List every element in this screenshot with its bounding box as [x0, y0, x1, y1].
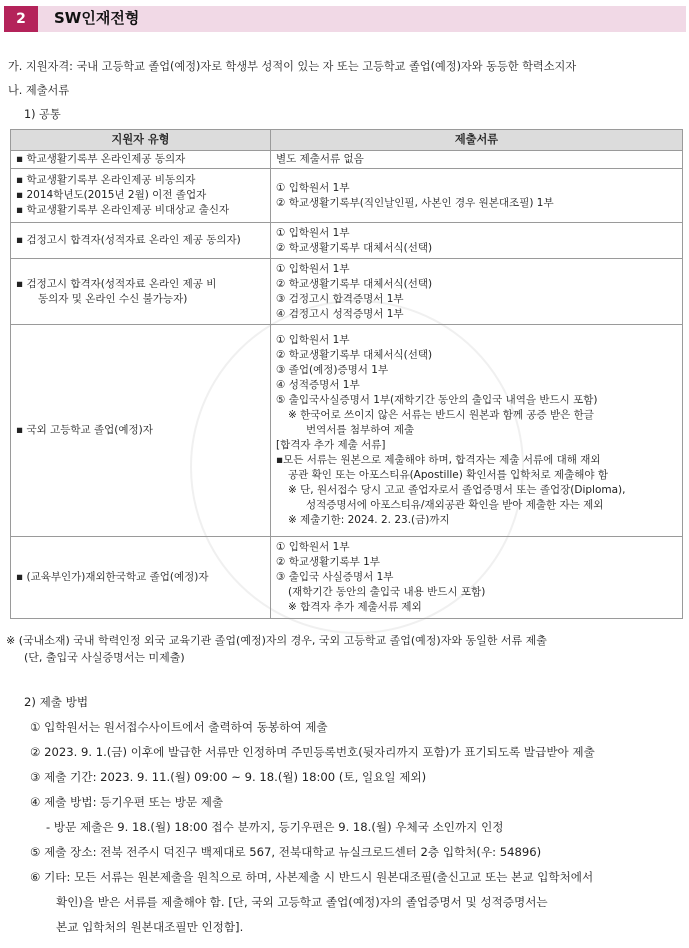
- submission-item: ① 입학원서는 원서접수사이트에서 출력하여 동봉하여 제출: [30, 720, 328, 734]
- footnote: [6, 632, 684, 666]
- table-row: [11, 169, 683, 223]
- document-note: ▪모든 서류는 원본으로 제출해야 하며, 합격자는 제출 서류에 대해 재외: [276, 454, 601, 466]
- document-item: ③ 졸업(예정)증명서 1부: [276, 364, 389, 376]
- applicant-type: ▪ 국외 고등학교 졸업(예정)자: [16, 423, 265, 438]
- applicant-type-continued: 동의자 및 온라인 수신 불가능자): [38, 292, 188, 305]
- document-note: ※ 합격자 추가 제출서류 제외: [288, 601, 422, 613]
- applicant-type: ▪ 검정고시 합격자(성적자료 온라인 제공 비: [16, 277, 265, 292]
- table-row: [11, 151, 683, 169]
- document-item: ② 학교생활기록부(직인날인필, 사본인 경우 원본대조필) 1부: [276, 196, 554, 209]
- common-heading: 1) 공통: [24, 108, 61, 121]
- documents-heading: 나. 제출서류: [8, 84, 70, 97]
- document-item: ③ 출입국 사실증명서 1부: [276, 571, 394, 583]
- document-note: (재학기간 동안의 출입국 내용 반드시 포함): [288, 586, 486, 598]
- table-row: [11, 537, 683, 619]
- table-row: [11, 259, 683, 325]
- document-note: 공관 확인 또는 아포스티유(Apostille) 확인서를 입학처로 제출해야 함: [288, 469, 609, 481]
- column-header-documents: 제출서류: [271, 130, 683, 151]
- submission-item-continued: 확인)을 받은 서류를 제출해야 함. [단, 국외 고등학교 졸업(예정)자의 졸업증명서 및 성적증명서는: [56, 895, 548, 909]
- document-item: ⑤ 출입국사실증명서 1부(재학기간 동안의 출입국 내역을 반드시 포함): [276, 394, 598, 406]
- footnote-line: ※ (국내소재) 국내 학력인정 외국 교육기관 졸업(예정)자의 경우, 국외 고등학교 졸업(예정)자와 동일한 서류 제출: [6, 634, 547, 647]
- document-item: ② 학교생활기록부 대체서식(선택): [276, 277, 433, 290]
- document-item: ① 입학원서 1부: [276, 226, 350, 239]
- qualification-text: 가. 지원자격: 국내 고등학교 졸업(예정)자로 학생부 성적이 있는 자 또는 고등학교 졸업(예정)자와 동등한 학력소지자: [8, 60, 577, 73]
- document-note: ※ 단, 원서접수 당시 고교 졸업자로서 졸업증명서 또는 졸업장(Diploma),: [288, 484, 626, 496]
- document-item: ④ 검정고시 성적증명서 1부: [276, 307, 404, 320]
- applicant-type: ▪ 학교생활기록부 온라인제공 동의자: [16, 152, 265, 167]
- table-row: [11, 325, 683, 537]
- footnote-line: (단, 출입국 사실증명서는 미제출): [24, 651, 185, 664]
- document-item: 별도 제출서류 없음: [276, 153, 364, 165]
- document-subheading: [합격자 추가 제출 서류]: [276, 439, 386, 451]
- applicant-type: ▪ 검정고시 합격자(성적자료 온라인 제공 동의자): [16, 233, 265, 248]
- submission-item: ③ 제출 기간: 2023. 9. 11.(월) 09:00 ~ 9. 18.(월) 18:00 (토, 일요일 제외): [30, 770, 427, 784]
- section-number: 2: [4, 6, 38, 32]
- section-title: SW인재전형: [54, 9, 140, 28]
- documents-table: [10, 129, 683, 619]
- document-item: ④ 성적증명서 1부: [276, 379, 360, 391]
- document-item: ② 학교생활기록부 대체서식(선택): [276, 241, 433, 254]
- submission-item: ⑥ 기타: 모든 서류는 원본제출을 원칙으로 하며, 사본제출 시 반드시 원본대조필(출신고교 또는 본교 입학처에서: [30, 870, 594, 884]
- table-row: [11, 223, 683, 259]
- applicant-type: ▪ 학교생활기록부 온라인제공 비대상교 출신자: [16, 203, 265, 218]
- applicant-type: ▪ (교육부인가)재외한국학교 졸업(예정)자: [16, 570, 265, 585]
- document-item: ① 입학원서 1부: [276, 334, 350, 346]
- document-note: 성적증명서에 아포스티유/재외공관 확인을 받아 제출한 자는 제외: [306, 499, 604, 511]
- document-item: ① 입학원서 1부: [276, 181, 350, 194]
- submission-item: ② 2023. 9. 1.(금) 이후에 발급한 서류만 인정하며 주민등록번호(뒷자리까지 포함)가 표기되도록 발급받아 제출: [30, 745, 595, 759]
- document-item: ① 입학원서 1부: [276, 262, 350, 275]
- section-header: [4, 6, 686, 32]
- column-header-applicant: 지원자 유형: [11, 130, 271, 151]
- document-note: ※ 제출기한: 2024. 2. 23.(금)까지: [288, 514, 450, 526]
- submission-item: ④ 제출 방법: 등기우편 또는 방문 제출: [30, 795, 224, 809]
- submission-item-continued: 본교 입학처의 원본대조필만 인정함].: [56, 920, 244, 934]
- document-item: ① 입학원서 1부: [276, 541, 350, 553]
- submission-item: ⑤ 제출 장소: 전북 전주시 덕진구 백제대로 567, 전북대학교 뉴실크로드센터 2층 입학처(우: 54896): [30, 845, 542, 859]
- document-item: ② 학교생활기록부 대체서식(선택): [276, 349, 433, 361]
- document-note: ※ 한국어로 쓰이지 않은 서류는 반드시 원본과 함께 공증 받은 한글: [288, 409, 594, 421]
- applicant-type: ▪ 2014학년도(2015년 2월) 이전 졸업자: [16, 188, 265, 203]
- applicant-type: ▪ 학교생활기록부 온라인제공 비동의자: [16, 173, 265, 188]
- document-item: ② 학교생활기록부 1부: [276, 556, 380, 568]
- submission-subitem: - 방문 제출은 9. 18.(월) 18:00 접수 분까지, 등기우편은 9. 18.(월) 우체국 소인까지 인정: [46, 820, 504, 834]
- document-item: ③ 검정고시 합격증명서 1부: [276, 292, 404, 305]
- submission-heading: 2) 제출 방법: [24, 695, 89, 709]
- document-note: 번역서를 첨부하여 제출: [306, 424, 415, 436]
